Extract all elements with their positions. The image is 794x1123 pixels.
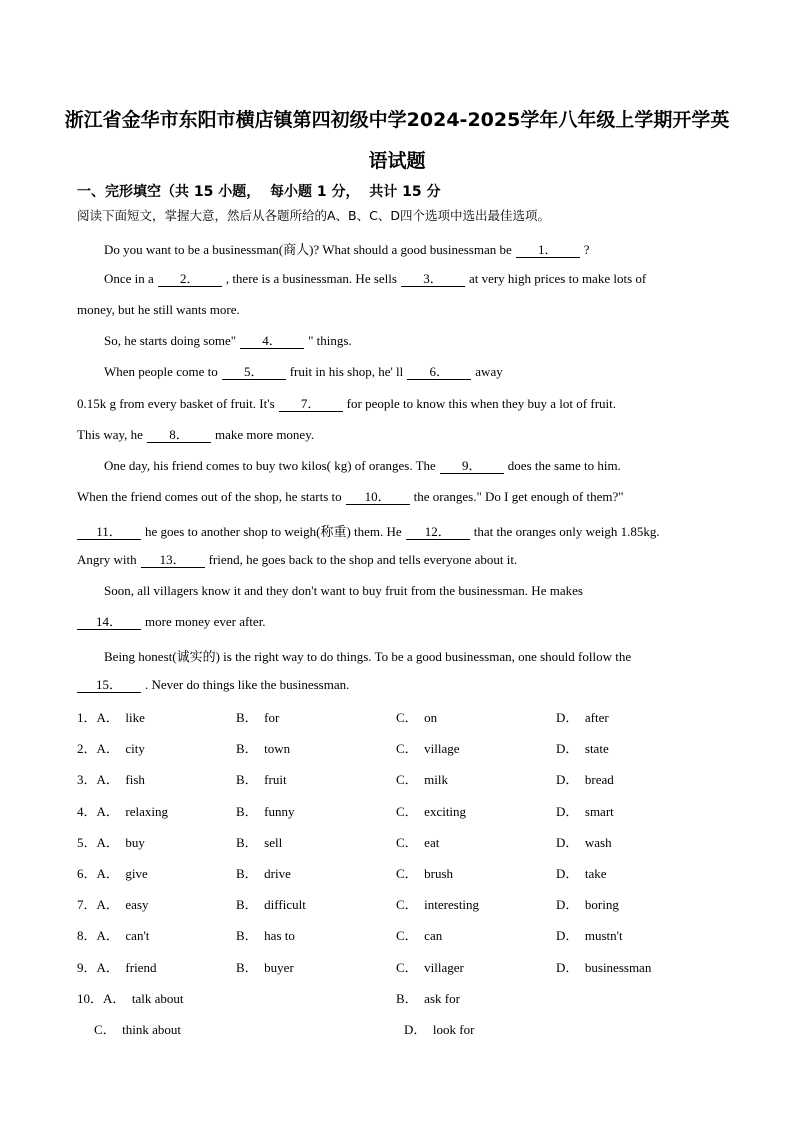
option-text: fish <box>125 772 145 787</box>
option-label: C． <box>396 710 418 725</box>
option-text: exciting <box>424 804 467 819</box>
option-text: businessman <box>584 960 652 975</box>
question-2-option-a[interactable] <box>77 738 145 757</box>
question-8-option-a[interactable] <box>77 925 149 944</box>
blank-3[interactable]: 3． <box>401 272 465 287</box>
option-label: B． <box>236 741 258 756</box>
option-label: C． <box>396 835 418 850</box>
passage-text: for people to know this when they buy a lot of fruit. <box>346 396 616 411</box>
option-text: bread <box>584 772 614 787</box>
question-number: 7． <box>77 897 97 912</box>
question-3-option-b[interactable] <box>236 769 287 788</box>
passage-line <box>104 239 590 258</box>
question-9-option-a[interactable] <box>77 957 156 976</box>
question-7-option-b[interactable] <box>236 894 306 913</box>
passage-text: . Never do things like the businessman. <box>145 677 350 692</box>
option-text: sell <box>264 835 283 850</box>
question-3-option-a[interactable] <box>77 769 145 788</box>
question-2-option-b[interactable] <box>236 738 290 757</box>
question-7-option-a[interactable] <box>77 894 149 913</box>
passage-text: One day, his friend comes to buy two kilos( kg) of oranges. The <box>104 458 436 473</box>
option-text: difficult <box>264 897 306 912</box>
question-7-option-c[interactable] <box>396 894 479 913</box>
passage-text: does the same to him. <box>507 458 621 473</box>
passage-line <box>104 583 583 599</box>
question-9-option-b[interactable] <box>236 957 294 976</box>
passage-text: at very high prices to make lots of <box>468 271 647 286</box>
option-text: like <box>125 710 145 725</box>
option-text: wash <box>584 835 612 850</box>
option-label: D． <box>556 960 579 975</box>
passage-line <box>77 489 624 505</box>
blank-9[interactable]: 9． <box>440 459 504 474</box>
blank-5[interactable]: 5． <box>222 365 286 380</box>
blank-15[interactable]: 15． <box>77 678 141 693</box>
option-label: B． <box>236 928 258 943</box>
passage-text: fruit in his shop, he' ll <box>289 364 404 379</box>
option-text: relaxing <box>125 804 168 819</box>
question-2-option-c[interactable] <box>396 738 460 757</box>
option-text: can't <box>125 928 150 943</box>
passage-text: money, but he still wants more. <box>77 302 240 317</box>
option-label: D． <box>556 772 579 787</box>
option-text: fruit <box>264 772 287 787</box>
option-label: C． <box>396 960 418 975</box>
option-label: A． <box>96 741 119 756</box>
question-9-option-c[interactable] <box>396 957 464 976</box>
passage-text: Angry with <box>77 552 137 567</box>
option-label: A． <box>96 897 119 912</box>
option-label: C． <box>396 866 418 881</box>
passage-text: more money ever after. <box>145 614 266 629</box>
option-label: D． <box>556 804 579 819</box>
question-3-option-d[interactable] <box>556 769 614 788</box>
question-number: 10． <box>77 991 104 1006</box>
passage-text: Do you want to be a businessman(商人)? What should a good businessman be <box>104 242 512 257</box>
question-4-option-a[interactable] <box>77 801 168 820</box>
option-text: village <box>424 741 460 756</box>
option-text: interesting <box>424 897 480 912</box>
option-text: buyer <box>264 960 294 975</box>
option-label: D． <box>556 741 579 756</box>
option-text: talk about <box>131 991 184 1006</box>
option-label: C． <box>396 772 418 787</box>
option-text: city <box>125 741 145 756</box>
passage-text: This way, he <box>77 427 143 442</box>
passage-text: Soon, all villagers know it and they don't want to buy fruit from the businessman. He makes <box>104 583 583 598</box>
passage-text: ? <box>583 242 590 257</box>
passage-text: Once in a <box>104 271 154 286</box>
question-4-option-c[interactable] <box>396 801 466 820</box>
question-1-option-c[interactable] <box>396 707 437 726</box>
question-9-option-d[interactable] <box>556 957 651 976</box>
option-text: give <box>125 866 148 881</box>
passage-line <box>77 614 266 630</box>
question-4-option-d[interactable] <box>556 801 614 820</box>
question-8-option-b[interactable] <box>236 925 295 944</box>
blank-6[interactable]: 6． <box>407 365 471 380</box>
blank-2[interactable]: 2． <box>158 272 222 287</box>
question-10-option-d[interactable] <box>404 1019 474 1038</box>
option-label: D． <box>556 897 579 912</box>
option-text: buy <box>125 835 145 850</box>
passage-line <box>104 271 646 287</box>
option-label: C． <box>396 804 418 819</box>
option-text: mustn't <box>584 928 623 943</box>
question-number: 3． <box>77 772 97 787</box>
option-label: A． <box>96 960 119 975</box>
passage-line <box>104 333 352 349</box>
blank-10[interactable]: 10． <box>346 490 410 505</box>
option-text: drive <box>264 866 291 881</box>
passage-line <box>104 646 631 665</box>
option-label: B． <box>236 710 258 725</box>
option-text: look for <box>432 1022 475 1037</box>
section-heading: 一、完形填空（共 15 小题， 每小题 1 分， 共计 15 分 <box>77 184 441 200</box>
blank-12[interactable]: 12． <box>406 525 470 540</box>
option-label: D． <box>556 866 579 881</box>
blank-4[interactable]: 4． <box>240 334 304 349</box>
option-label: A． <box>96 835 119 850</box>
option-label: C． <box>396 741 418 756</box>
passage-text: Being honest(诚实的) is the right way to do things. To be a good businessman, one should follow the <box>104 649 632 664</box>
blank-8[interactable]: 8． <box>147 428 211 443</box>
question-1-option-d[interactable] <box>556 707 609 726</box>
option-text: think about <box>122 1022 182 1037</box>
section-instruction: 阅读下面短文，掌握大意，然后从各题所给的A、B、C、D四个选项中选出最佳选项。 <box>77 208 550 223</box>
option-text: friend <box>125 960 157 975</box>
blank-11[interactable]: 11． <box>77 525 141 540</box>
passage-line <box>77 396 616 412</box>
blank-7[interactable]: 7． <box>279 397 343 412</box>
passage-line <box>77 427 314 443</box>
blank-14[interactable]: 14． <box>77 615 141 630</box>
option-text: funny <box>264 804 295 819</box>
passage-line <box>77 677 349 693</box>
question-2-option-d[interactable] <box>556 738 609 757</box>
question-number: 5． <box>77 835 97 850</box>
option-label: A． <box>96 804 119 819</box>
option-text: ask for <box>424 991 460 1006</box>
passage-text: away <box>475 364 503 379</box>
option-text: boring <box>584 897 619 912</box>
passage-line <box>77 302 240 318</box>
question-6-option-c[interactable] <box>396 863 453 882</box>
question-6-option-d[interactable] <box>556 863 607 882</box>
option-label: B． <box>236 835 258 850</box>
blank-13[interactable]: 13． <box>141 553 205 568</box>
question-4-option-b[interactable] <box>236 801 295 820</box>
passage-text: So, he starts doing some" <box>104 333 237 348</box>
question-8-option-c[interactable] <box>396 925 442 944</box>
question-7-option-d[interactable] <box>556 894 619 913</box>
option-text: can <box>424 928 443 943</box>
passage-line <box>104 364 503 380</box>
option-label: A． <box>96 710 119 725</box>
question-5-option-c[interactable] <box>396 832 439 851</box>
question-number: 8． <box>77 928 97 943</box>
option-text: on <box>424 710 438 725</box>
question-number: 2． <box>77 741 97 756</box>
question-10-option-b[interactable] <box>396 988 460 1007</box>
option-label: D． <box>556 835 579 850</box>
option-label: C． <box>94 1022 116 1037</box>
question-6-option-a[interactable] <box>77 863 148 882</box>
passage-line <box>77 552 517 568</box>
passage-text: he goes to another shop to weigh(称重) them. He <box>145 524 402 539</box>
passage-text: 0.15k g from every basket of fruit. It's <box>77 396 275 411</box>
question-5-option-a[interactable] <box>77 832 145 851</box>
option-text: brush <box>424 866 454 881</box>
question-5-option-d[interactable] <box>556 832 612 851</box>
option-label: B． <box>236 772 258 787</box>
option-text: milk <box>424 772 449 787</box>
option-text: smart <box>584 804 614 819</box>
option-label: B． <box>236 897 258 912</box>
option-label: D． <box>404 1022 427 1037</box>
page-title-line2: 语试题 <box>368 150 426 172</box>
option-text: after <box>584 710 609 725</box>
passage-text: friend, he goes back to the shop and tells everyone about it. <box>208 552 518 567</box>
passage-text: make more money. <box>214 427 315 442</box>
question-10-option-c[interactable] <box>94 1019 181 1038</box>
option-label: D． <box>556 710 579 725</box>
option-label: D． <box>556 928 579 943</box>
option-text: for <box>264 710 280 725</box>
question-1-option-b[interactable] <box>236 707 279 726</box>
question-8-option-d[interactable] <box>556 925 623 944</box>
question-3-option-c[interactable] <box>396 769 448 788</box>
passage-text: the oranges." Do I get enough of them?" <box>413 489 624 504</box>
option-text: take <box>584 866 607 881</box>
option-label: B． <box>236 804 258 819</box>
question-1-option-a[interactable] <box>77 707 145 726</box>
question-number: 1． <box>77 710 97 725</box>
question-number: 6． <box>77 866 97 881</box>
option-text: town <box>264 741 291 756</box>
passage-text: When the friend comes out of the shop, he starts to <box>77 489 342 504</box>
passage-text: that the oranges only weigh 1.85kg. <box>473 524 660 539</box>
option-text: has to <box>264 928 295 943</box>
option-text: villager <box>424 960 464 975</box>
option-label: B． <box>236 960 258 975</box>
question-6-option-b[interactable] <box>236 863 291 882</box>
question-5-option-b[interactable] <box>236 832 282 851</box>
passage-line <box>77 521 660 540</box>
question-number: 9． <box>77 960 97 975</box>
passage-text: " things. <box>308 333 352 348</box>
option-label: C． <box>396 897 418 912</box>
option-label: B． <box>396 991 418 1006</box>
blank-1[interactable]: 1． <box>516 243 580 258</box>
question-number: 4． <box>77 804 97 819</box>
option-text: eat <box>424 835 440 850</box>
option-label: A． <box>103 991 126 1006</box>
option-label: A． <box>96 866 119 881</box>
option-text: easy <box>125 897 149 912</box>
option-text: state <box>584 741 609 756</box>
option-label: A． <box>96 928 119 943</box>
option-label: A． <box>96 772 119 787</box>
passage-text: When people come to <box>104 364 218 379</box>
question-10-option-a[interactable] <box>77 988 184 1007</box>
passage-text: , there is a businessman. He sells <box>225 271 397 286</box>
page-title-line1: 浙江省金华市东阳市横店镇第四初级中学2024-2025学年八年级上学期开学英 <box>64 109 730 131</box>
passage-line <box>104 458 621 474</box>
option-label: C． <box>396 928 418 943</box>
option-label: B． <box>236 866 258 881</box>
